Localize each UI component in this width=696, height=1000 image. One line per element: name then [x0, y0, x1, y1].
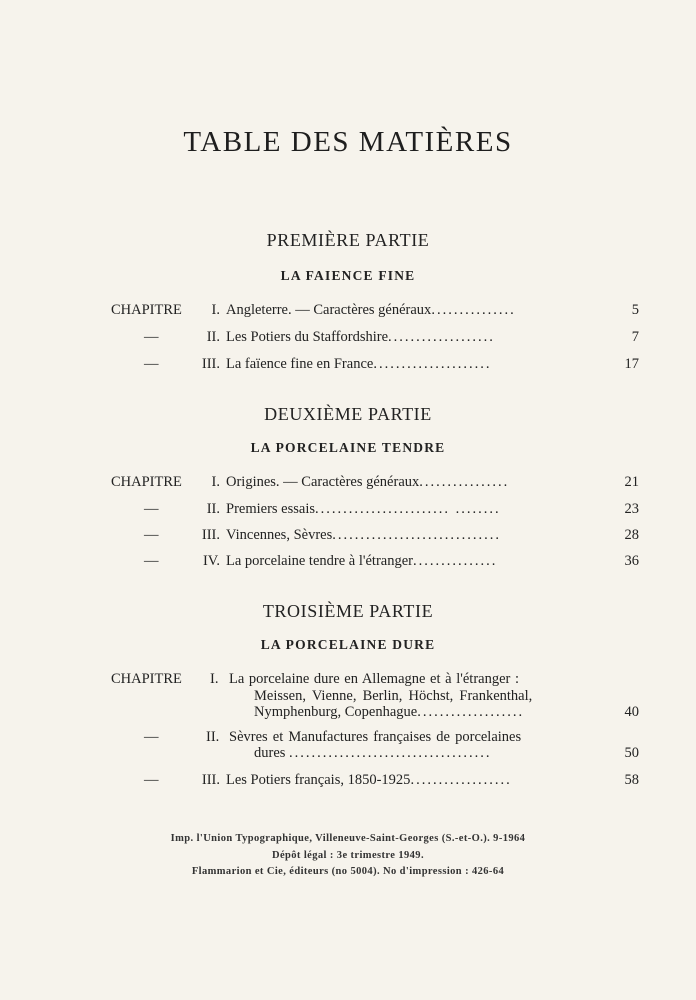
page-number: 23	[624, 501, 639, 517]
leader-dots: ........................ ........	[315, 501, 501, 517]
part-1-title: PREMIÈRE PARTIE	[266, 230, 430, 250]
toc-entry	[0, 302, 696, 328]
imprint-line-3: Flammarion et Cie, éditeurs (no 5004). No d'impression : 426-64	[191, 866, 505, 877]
leader-dots: ...................	[388, 329, 495, 345]
page-number: 7	[631, 329, 639, 345]
leader-dots: ...............	[412, 553, 498, 569]
chapter-title-line-2: Meissen, Vienne, Berlin, Höchst, Frankenthal,	[254, 688, 533, 704]
page-number: 21	[624, 474, 639, 490]
chapter-label: CHAPITRE	[111, 302, 182, 318]
chapter-title-line-3	[254, 704, 524, 721]
chapter-label: CHAPITRE	[111, 474, 182, 490]
toc-entry	[0, 553, 696, 579]
chapter-numeral: II.	[206, 329, 220, 345]
chapter-title: Premiers essais	[226, 501, 315, 517]
chapter-title-line	[226, 356, 600, 373]
part-3-title: TROISIÈME PARTIE	[262, 601, 434, 621]
part-2-title: DEUXIÈME PARTIE	[264, 404, 432, 424]
ditto-dash: —	[144, 553, 159, 569]
chapter-title-line	[226, 501, 600, 518]
page-number: 28	[624, 527, 639, 543]
page-number: 50	[624, 745, 639, 761]
chapter-title: Angleterre. — Caractères généraux	[226, 302, 432, 318]
page-title: TABLE DES MATIÈRES	[183, 126, 513, 158]
leader-dots: ..................	[410, 772, 512, 788]
toc-entry	[0, 474, 696, 500]
chapter-numeral: II.	[206, 729, 220, 745]
imprint-line-1: Imp. l'Union Typographique, Villeneuve-Saint-Georges (S.-et-O.). 9-1964	[170, 833, 526, 844]
ditto-dash: —	[144, 772, 159, 788]
chapter-title-line	[226, 527, 600, 544]
chapter-title-line	[226, 302, 600, 319]
chapter-title-line	[226, 553, 600, 570]
part-1-subtitle: LA FAIENCE FINE	[280, 268, 416, 283]
chapter-title: La porcelaine tendre à l'étranger	[226, 553, 413, 569]
page-number: 58	[624, 772, 639, 788]
toc-entry	[0, 356, 696, 382]
toc-entry	[0, 329, 696, 355]
chapter-numeral: IV.	[202, 553, 220, 569]
page-number: 40	[624, 704, 639, 720]
page-number: 36	[624, 553, 639, 569]
chapter-title-line	[226, 329, 600, 346]
chapter-title-end: dures	[254, 745, 286, 761]
ditto-dash: —	[144, 501, 159, 517]
chapter-title: Les Potiers français, 1850-1925	[226, 772, 411, 788]
chapter-title-line	[226, 772, 600, 789]
leader-dots: ................	[419, 474, 510, 490]
chapter-title-line	[226, 474, 600, 491]
part-3-subtitle: LA PORCELAINE DURE	[260, 637, 436, 652]
ditto-dash: —	[144, 729, 159, 745]
chapter-numeral: III.	[201, 772, 220, 788]
ditto-dash: —	[144, 527, 159, 543]
leader-dots: ....................................	[289, 745, 492, 761]
chapter-numeral: III.	[201, 356, 220, 372]
chapter-title: Vincennes, Sèvres	[226, 527, 333, 543]
chapter-numeral: I.	[211, 474, 220, 490]
toc-entry	[0, 527, 696, 553]
ditto-dash: —	[144, 329, 159, 345]
chapter-numeral: II.	[206, 501, 220, 517]
chapter-numeral: I.	[211, 302, 220, 318]
page-number: 5	[631, 302, 639, 318]
imprint-line-2: Dépôt légal : 3e trimestre 1949.	[272, 850, 424, 861]
chapter-title-line-2	[254, 745, 492, 762]
chapter-title: La faïence fine en France	[226, 356, 374, 372]
toc-entry	[0, 501, 696, 527]
chapter-label: CHAPITRE	[111, 671, 182, 687]
chapter-title: Les Potiers du Staffordshire	[226, 329, 389, 345]
chapter-numeral: I.	[210, 671, 219, 687]
leader-dots: ..............................	[332, 527, 501, 543]
toc-entry	[0, 772, 696, 798]
chapter-numeral: III.	[201, 527, 220, 543]
leader-dots: ...................	[417, 704, 525, 720]
chapter-title-line-1: Sèvres et Manufactures françaises de porcelaines	[229, 729, 522, 745]
leader-dots: .....................	[373, 356, 492, 372]
chapter-title: Origines. — Caractères généraux	[226, 474, 420, 490]
part-2-subtitle: LA PORCELAINE TENDRE	[250, 440, 446, 455]
leader-dots: ...............	[431, 302, 516, 318]
page-number: 17	[624, 356, 639, 372]
chapter-title-line-1: La porcelaine dure en Allemagne et à l'étranger :	[229, 671, 519, 687]
chapter-title-end: Nymphenburg, Copenhague	[254, 704, 418, 720]
ditto-dash: —	[144, 356, 159, 372]
